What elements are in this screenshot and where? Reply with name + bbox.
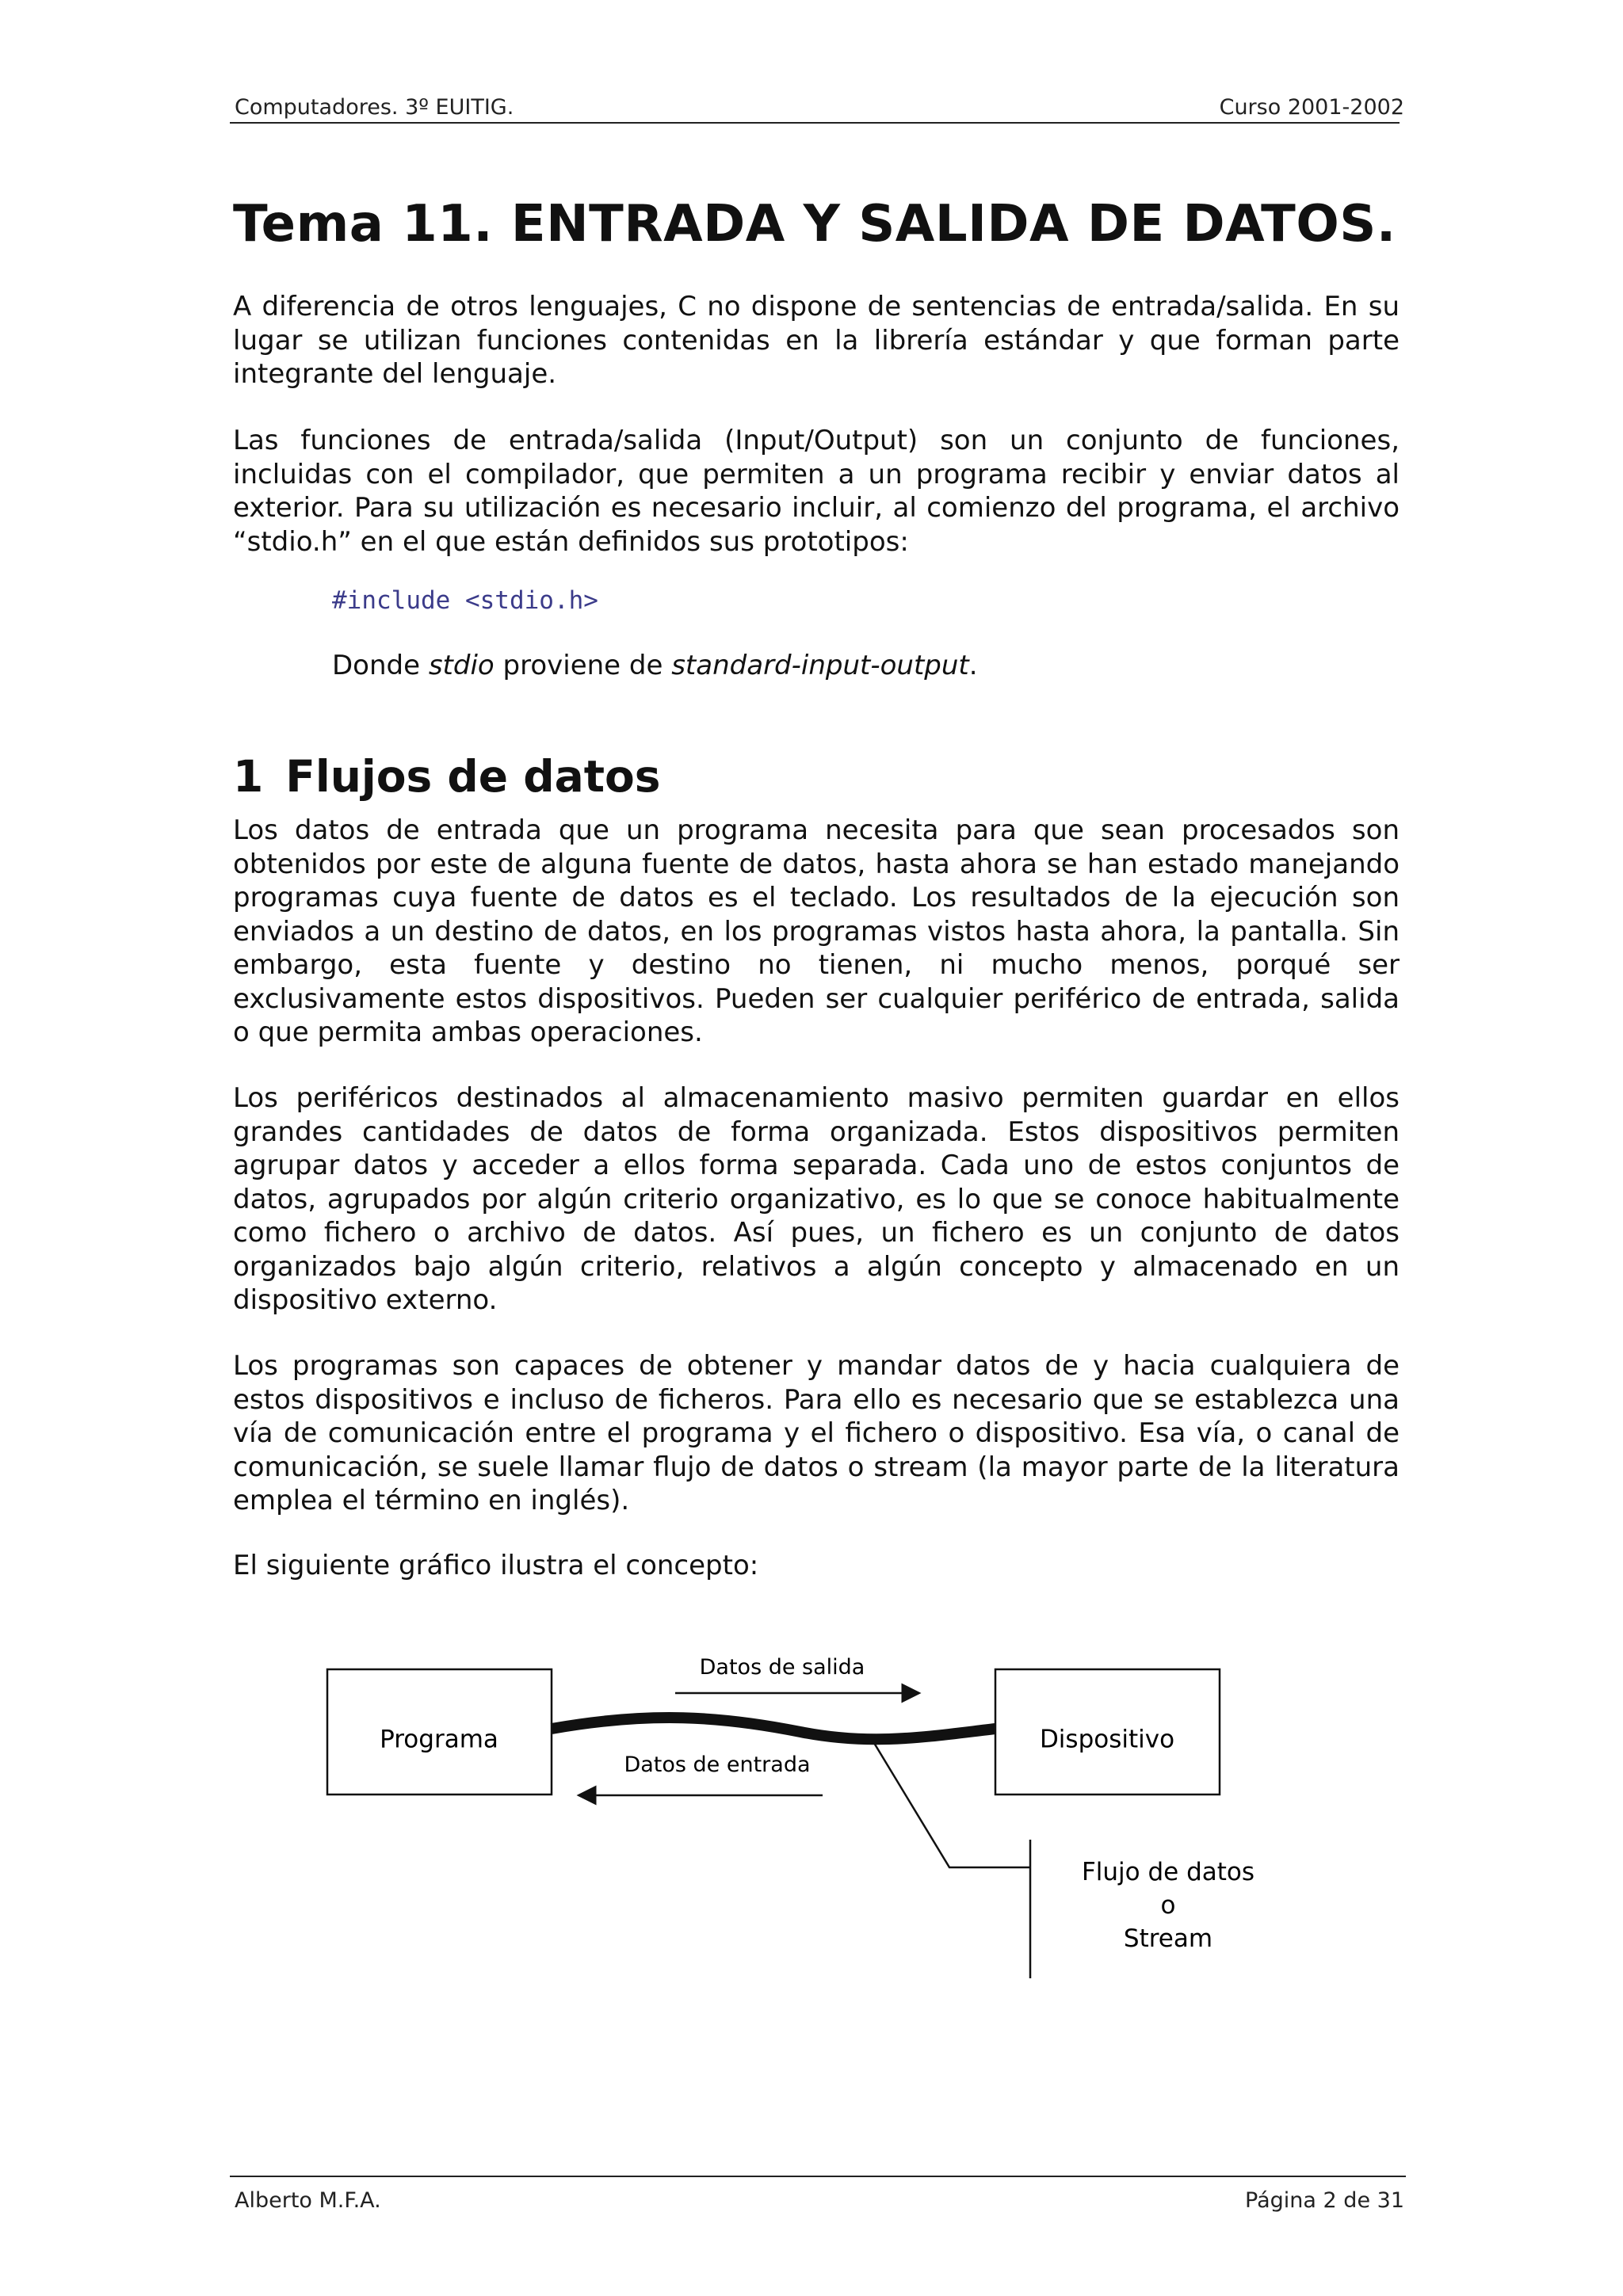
footer-rule bbox=[230, 2176, 1406, 2177]
intro-paragraph-1: A diferencia de otros lenguajes, C no dispone de sentencias de entrada/salida. En su lugar se utilizan funciones contenidas en la librería estándar y que forman parte integrante del lenguaje. bbox=[233, 291, 1400, 390]
section-title: Flujos de datos bbox=[285, 751, 661, 802]
section-paragraph-2: Los periféricos destinados al almacenamiento masivo permiten guardar en ellos grandes cantidades de datos de forma organizada. Estos dispositivos permiten agrupar datos y acceder a ellos forma separada. Cada uno de estos conjuntos de datos, agrupados por algún criterio organizativo, es lo que se conoce habitualmente como fichero o archivo de datos. Así pues, un fichero es un conjunto de datos organizados bajo algún criterio, relativos a algún concepto y almacenado en un dispositivo externo. bbox=[233, 1082, 1400, 1316]
input-label: Datos de entrada bbox=[624, 1753, 811, 1777]
stream-line bbox=[552, 1718, 995, 1739]
section-paragraph-3: Los programas son capaces de obtener y mandar datos de y hacia cualquiera de estos dispositivos e incluso de ficheros. Para ello es necesario que se establezca una vía de comunicación entre el programa y el fichero o dispositivo. Esa vía, o canal de comunicación, se suele llamar flujo de datos o stream (la mayor parte de la literatura emplea el término en inglés). bbox=[233, 1350, 1400, 1516]
output-label: Datos de salida bbox=[699, 1655, 865, 1680]
stream-pointer-line bbox=[874, 1743, 1030, 1867]
section-number: 1 bbox=[233, 751, 264, 802]
code-include: #include <stdio.h> bbox=[332, 586, 598, 615]
donde-standard-io: standard-input-output bbox=[671, 650, 969, 681]
stream-label-line-2: o bbox=[1160, 1891, 1176, 1920]
donde-after: . bbox=[968, 650, 978, 681]
stream-label-line-3: Stream bbox=[1123, 1924, 1213, 1953]
header-right: Curso 2001-2002 bbox=[1219, 95, 1404, 120]
page-title: Tema 11. ENTRADA Y SALIDA DE DATOS. bbox=[233, 195, 1396, 254]
footer-right: Página 2 de 31 bbox=[1245, 2188, 1404, 2213]
donde-middle: proviene de bbox=[494, 650, 672, 681]
device-label: Dispositivo bbox=[1039, 1725, 1175, 1754]
footer-left: Alberto M.F.A. bbox=[235, 2188, 381, 2213]
program-label: Programa bbox=[380, 1725, 498, 1754]
donde-stdio: stdio bbox=[428, 650, 495, 681]
header-left: Computadores. 3º EUITIG. bbox=[235, 95, 514, 120]
stream-label-line-1: Flujo de datos bbox=[1081, 1858, 1255, 1886]
donde-before: Donde bbox=[332, 650, 429, 681]
section-paragraph-1: Los datos de entrada que un programa necesita para que sean procesados son obtenidos por este de alguna fuente de datos, hasta ahora se han estado manejando programas cuya fuente de datos es el teclado. Los resultados de la ejecución son enviados a un destino de datos, en los programas vistos hasta ahora, la pantalla. Sin embargo, esta fuente y destino no tienen, ni mucho menos, porqué ser exclusivamente estos dispositivos. Pueden ser cualquier periférico de entrada, salida o que permita ambas operaciones. bbox=[233, 814, 1400, 1048]
section-paragraph-4: El siguiente gráfico ilustra el concepto: bbox=[233, 1550, 759, 1581]
intro-paragraph-2: Las funciones de entrada/salida (Input/Output) son un conjunto de funciones, incluidas con el compilador, que permiten a un programa recibir y enviar datos al exterior. Para su utilización es necesario incluir, al comienzo del programa, el archivo “stdio.h” en el que están definidos sus prototipos: bbox=[233, 425, 1400, 558]
